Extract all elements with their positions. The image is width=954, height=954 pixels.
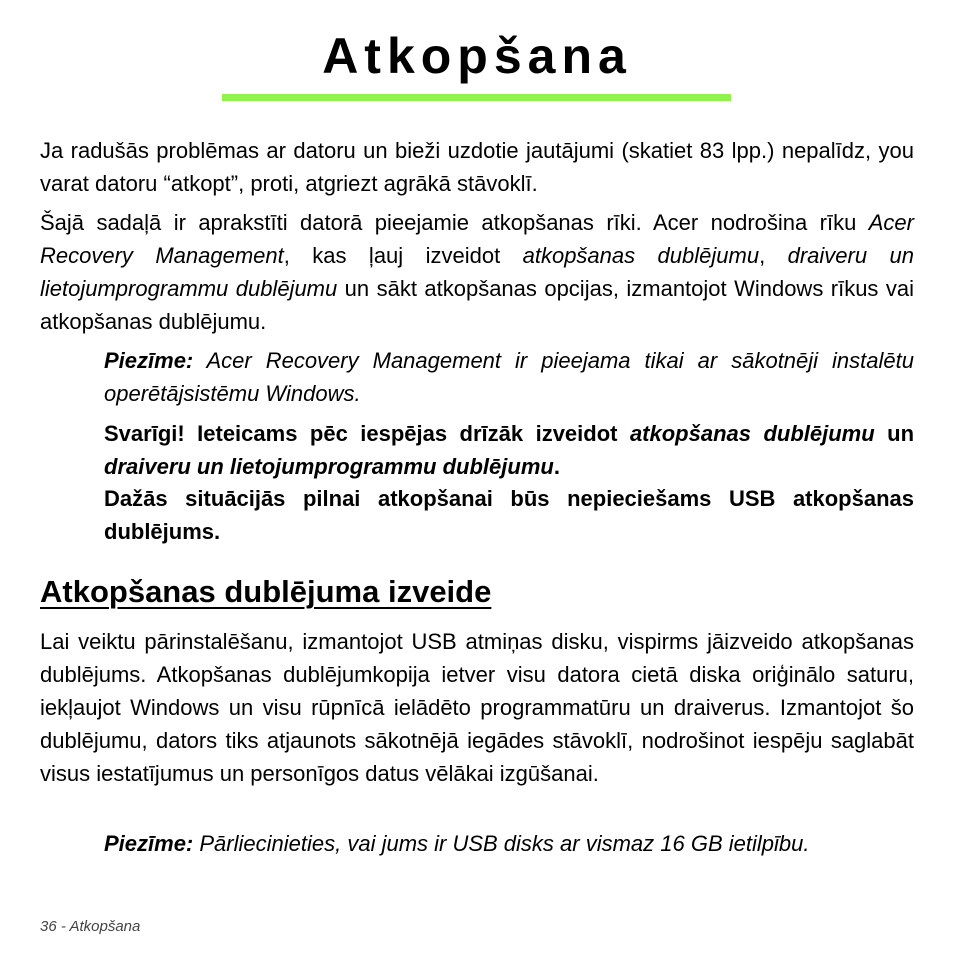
note-2 [104,827,914,860]
important-text-1: Svarīgi! Ieteicams pēc iespējas drīzāk izveidot [104,421,630,446]
page-footer: 36 - Atkopšana [40,918,141,935]
section-heading: Atkopšanas dublējuma izveide [40,574,492,609]
intro-p2-product-name: Acer Recovery Management [40,210,914,268]
note-1-label: Piezīme: [104,348,194,373]
title-underline-bar [222,94,731,101]
section-paragraph: Lai veiktu pārinstalēšanu, izmantojot USB atmiņas disku, vispirms jāizveido atkopšanas dublējums. Atkopšanas dublējumkopija ietver visu datora cietā diska oriģinālo saturu, iekļaujot Windows un visu rūpnīcā ielādēto programmatūru un draiverus. Izmantojot šo dublējumu, dators tiks atjaunots sākotnējā iegādes stāvoklī, nodrošinot iespēju saglabāt visus iestatījumus un personīgos datus vēlākai izgūšanai. [40,629,914,786]
important-text-2: un [874,421,915,446]
note-1-text: Acer Recovery Management ir pieejama tikai ar sākotnēji instalētu operētājsistēmu Windows. [104,348,914,406]
intro-p2-text-3: , [759,243,788,268]
page-title: Atkopšana [322,28,632,84]
important-text-3: . [553,454,560,479]
intro-paragraph-1: Ja radušās problēmas ar datoru un bieži uzdotie jautājumi (skatiet 83 lpp.) nepalīdz, you varat datoru “atkopt”, proti, atgriezt agrākā stāvoklī. [40,138,914,196]
note-2-label: Piezīme: [104,831,194,856]
important-drivers-backup: draiveru un lietojumprogrammu dublējumu [104,454,554,479]
intro-paragraph-2 [40,206,914,338]
intro-p2-text-1: Šajā sadaļā ir aprakstīti datorā pieejamie atkopšanas rīki. Acer nodrošina rīku [40,210,869,235]
important-notice-line-2: Dažās situācijās pilnai atkopšanai būs nepieciešams USB atkopšanas dublējums. [104,486,914,544]
note-2-text: Pārliecinieties, vai jums ir USB disks ar vismaz 16 GB ietilpību. [193,831,810,856]
important-notice [104,417,914,483]
intro-p2-drivers-backup: draiveru un lietojumprogrammu dublējumu [40,243,914,301]
intro-p2-recovery-backup: atkopšanas dublējumu [522,243,760,268]
note-1 [104,344,914,410]
intro-p2-text-2: , kas ļauj izveidot [283,243,523,268]
intro-p2-text-4: un sākt atkopšanas opcijas, izmantojot Windows rīkus vai atkopšanas dublējumu. [40,276,914,334]
important-recovery-backup: atkopšanas dublējumu [629,421,875,446]
